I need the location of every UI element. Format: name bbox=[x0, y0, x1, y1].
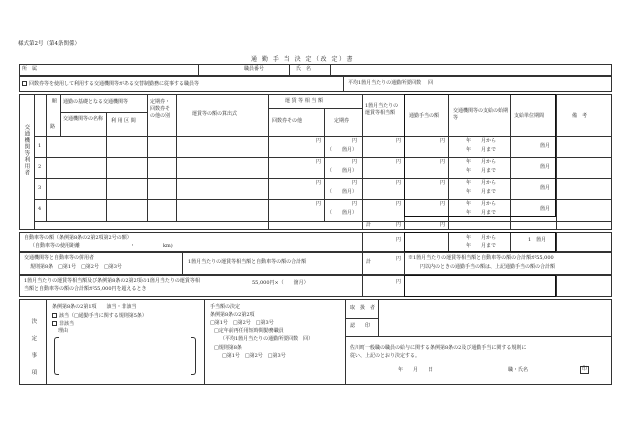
reason-bracket-right bbox=[191, 337, 196, 375]
car-line1: 自動車等の額（条例第8条の2第2項第2号の額） bbox=[24, 235, 132, 241]
coupon-header: 回数券その他 bbox=[272, 118, 303, 124]
a-title: 条例第8条の2第1項 該当・非該当 bbox=[52, 304, 137, 310]
combo-mid: 1箇月当たりの運賃等相当額と自動車等の額の合計額 bbox=[188, 259, 307, 265]
over-line2: 当額と自動車等の額の合計額が55,000円を超えるとき bbox=[24, 286, 147, 292]
row-pass-yen: 円 bbox=[352, 201, 358, 207]
allowance-highlight-box bbox=[404, 94, 556, 217]
row-to: 年 月まで bbox=[466, 147, 497, 153]
car-to: 年 月まで bbox=[466, 243, 497, 249]
row-number: 2 bbox=[38, 164, 42, 170]
b2: □第1号 □第2号 □第3号 bbox=[210, 320, 274, 326]
row-to: 年 月まで bbox=[466, 168, 497, 174]
row-monthly-yen: 円 bbox=[396, 201, 402, 207]
shift-worker-label: 回数券等を使用して利用する交通機関等がある交替制勤務に従事する職員等 bbox=[29, 81, 200, 87]
approve-label: 認 印 bbox=[350, 323, 371, 329]
form-number: 様式第2号（第4条関係） bbox=[18, 41, 80, 47]
car-from: 年 月から bbox=[466, 235, 497, 241]
combo-note2: 円以内のときの通勤手当の額は、上記通勤手当の額の合計額 bbox=[420, 264, 556, 270]
row-from: 年 月から bbox=[466, 159, 497, 165]
row-unit: 箇月 bbox=[540, 143, 551, 149]
row-allowance-yen: 円 bbox=[440, 159, 446, 165]
fare-equiv-header: 運 賃 等 相 当 額 bbox=[285, 98, 323, 104]
row-from: 年 月から bbox=[466, 201, 497, 207]
route-top-header: 通勤の基礎となる交通機関等 bbox=[63, 99, 129, 105]
form-title: 通 勤 手 当 決 定（改 定）書 bbox=[251, 56, 354, 63]
recv-label: 取 扱 者 bbox=[350, 305, 376, 311]
staff-no-label: 職員番号 bbox=[244, 66, 265, 72]
checkbox[interactable] bbox=[22, 81, 27, 86]
row-monthly-yen: 円 bbox=[396, 159, 402, 165]
a2-label: 非該当 bbox=[59, 321, 75, 327]
dept-label: 所 属 bbox=[22, 66, 38, 72]
combo-yen: 円 bbox=[396, 256, 402, 262]
row-monthly-yen: 円 bbox=[396, 180, 402, 186]
a1[interactable] bbox=[52, 313, 147, 320]
total-allowance-yen: 円 bbox=[440, 222, 446, 228]
car-months: 1 箇月 bbox=[528, 237, 547, 243]
b-title: 手当額の決定 bbox=[210, 304, 241, 310]
over-value: 55,000円×（ 箇月） bbox=[252, 280, 309, 286]
monthly-header: 1箇月当たりの運賃等相当額 bbox=[365, 103, 399, 116]
row-unit: 箇月 bbox=[540, 185, 551, 191]
side-label: 交通機関等利用者 bbox=[23, 124, 30, 176]
row-pass-yen: 円 bbox=[352, 138, 358, 144]
car-line2: （自動車等の使用距離 bbox=[30, 243, 81, 249]
row-to: 年 月まで bbox=[466, 210, 497, 216]
car-yen: 円 bbox=[396, 237, 402, 243]
b6: □第1号 □第2号 □第3号 bbox=[222, 353, 286, 359]
row-number: 1 bbox=[38, 143, 42, 149]
row-to: 年 月まで bbox=[466, 189, 497, 195]
over-highlight-box bbox=[404, 275, 556, 297]
a3: 理由 bbox=[58, 328, 69, 334]
b3: □定年前再任用短時間勤務職員 bbox=[214, 328, 284, 334]
row-pass-yen: 円 bbox=[352, 180, 358, 186]
section-header: 利 用 区 間 bbox=[111, 118, 136, 124]
a2[interactable] bbox=[52, 321, 74, 328]
pass-header: 定期券 bbox=[334, 118, 350, 124]
order-header: 順 bbox=[50, 98, 57, 104]
avg-count-label: 平均1箇月当たりの通勤所要回数 bbox=[348, 80, 422, 86]
combo-line2: 規則第8条 □第1号 □第2号 □第3号 bbox=[30, 264, 122, 270]
pass-other-header: 定期券・回数券その他の別 bbox=[150, 99, 171, 119]
name-label: 氏 名 bbox=[296, 66, 312, 72]
combo-line1: 交通機関等と自動車等の併用者 bbox=[24, 255, 95, 261]
row-pass-months: （ 箇月） bbox=[327, 168, 358, 174]
reason-bracket-left bbox=[54, 337, 59, 375]
row-allowance-yen: 円 bbox=[440, 138, 446, 144]
combo-note1: ※1箇月当たりの運賃等相当額と自動車等の額の合計額が55,000 bbox=[408, 255, 554, 261]
row-from: 年 月から bbox=[466, 138, 497, 144]
start-month-header: 交通機関等の支給の始期等 bbox=[453, 108, 509, 121]
remarks-header: 備 考 bbox=[572, 113, 588, 119]
b5: □規則第8条 bbox=[214, 345, 242, 351]
order2-header: 路 bbox=[50, 124, 56, 130]
route-name-header: 交通機関等の名称 bbox=[63, 116, 104, 122]
row-unit: 箇月 bbox=[540, 206, 551, 212]
checkbox[interactable] bbox=[52, 313, 57, 318]
decision-side-label: 決 定 事 項 bbox=[30, 318, 37, 378]
row-coupon-yen: 円 bbox=[316, 180, 322, 186]
row-pass-yen: 円 bbox=[352, 159, 358, 165]
over-line1: 1箇月当たりの運賃等相当額及び条例第8条の2第2項の1箇月当たりの運賃等相 bbox=[24, 278, 200, 284]
row-monthly-yen: 円 bbox=[396, 138, 402, 144]
seal-mark: 印 bbox=[582, 366, 588, 372]
row-pass-months: （ 箇月） bbox=[327, 189, 358, 195]
allowance-header: 通勤手当の額 bbox=[409, 113, 440, 119]
avg-count-unit: 回 bbox=[428, 80, 434, 86]
row-coupon-yen: 円 bbox=[316, 159, 322, 165]
c2: 従い、上記のとおり決定する。 bbox=[350, 353, 421, 359]
row-pass-months: （ 箇月） bbox=[327, 147, 358, 153]
car-dot: ・ bbox=[130, 243, 136, 249]
sign-label: 職・氏名 bbox=[508, 367, 529, 373]
total-monthly-yen: 円 bbox=[396, 222, 402, 228]
b4: （平均1箇月当たりの通勤所要回数 回） bbox=[220, 336, 314, 342]
a1-label: 該当（□通勤手当に関する規則第5条） bbox=[59, 313, 147, 319]
row-coupon-yen: 円 bbox=[316, 138, 322, 144]
row-coupon-yen: 円 bbox=[316, 201, 322, 207]
row-unit: 箇月 bbox=[540, 164, 551, 170]
header-row bbox=[19, 64, 612, 76]
shift-worker-check[interactable] bbox=[22, 81, 199, 88]
car-line2-unit: km) bbox=[163, 243, 173, 249]
unit-period-header: 支給単位期間 bbox=[514, 113, 545, 119]
total-label: 計 bbox=[366, 222, 372, 228]
row-number: 4 bbox=[38, 206, 42, 212]
row-allowance-yen: 円 bbox=[440, 180, 446, 186]
date: 年 月 日 bbox=[398, 367, 434, 373]
c1: 佐川町一般職の職員の給与に関する条例第8条の2及び通勤手当に関する規則に bbox=[350, 345, 527, 351]
row-pass-months: （ 箇月） bbox=[327, 210, 358, 216]
over-yen: 円 bbox=[396, 279, 402, 285]
row-from: 年 月から bbox=[466, 180, 497, 186]
checkbox[interactable] bbox=[52, 321, 57, 326]
b1: 条例第8条の2第2項 bbox=[210, 312, 255, 318]
combo-total-label: 計 bbox=[366, 259, 372, 265]
row-number: 3 bbox=[38, 185, 42, 191]
row-allowance-yen: 円 bbox=[440, 201, 446, 207]
fare-calc-header: 運賃等の額の算出式 bbox=[192, 111, 238, 117]
